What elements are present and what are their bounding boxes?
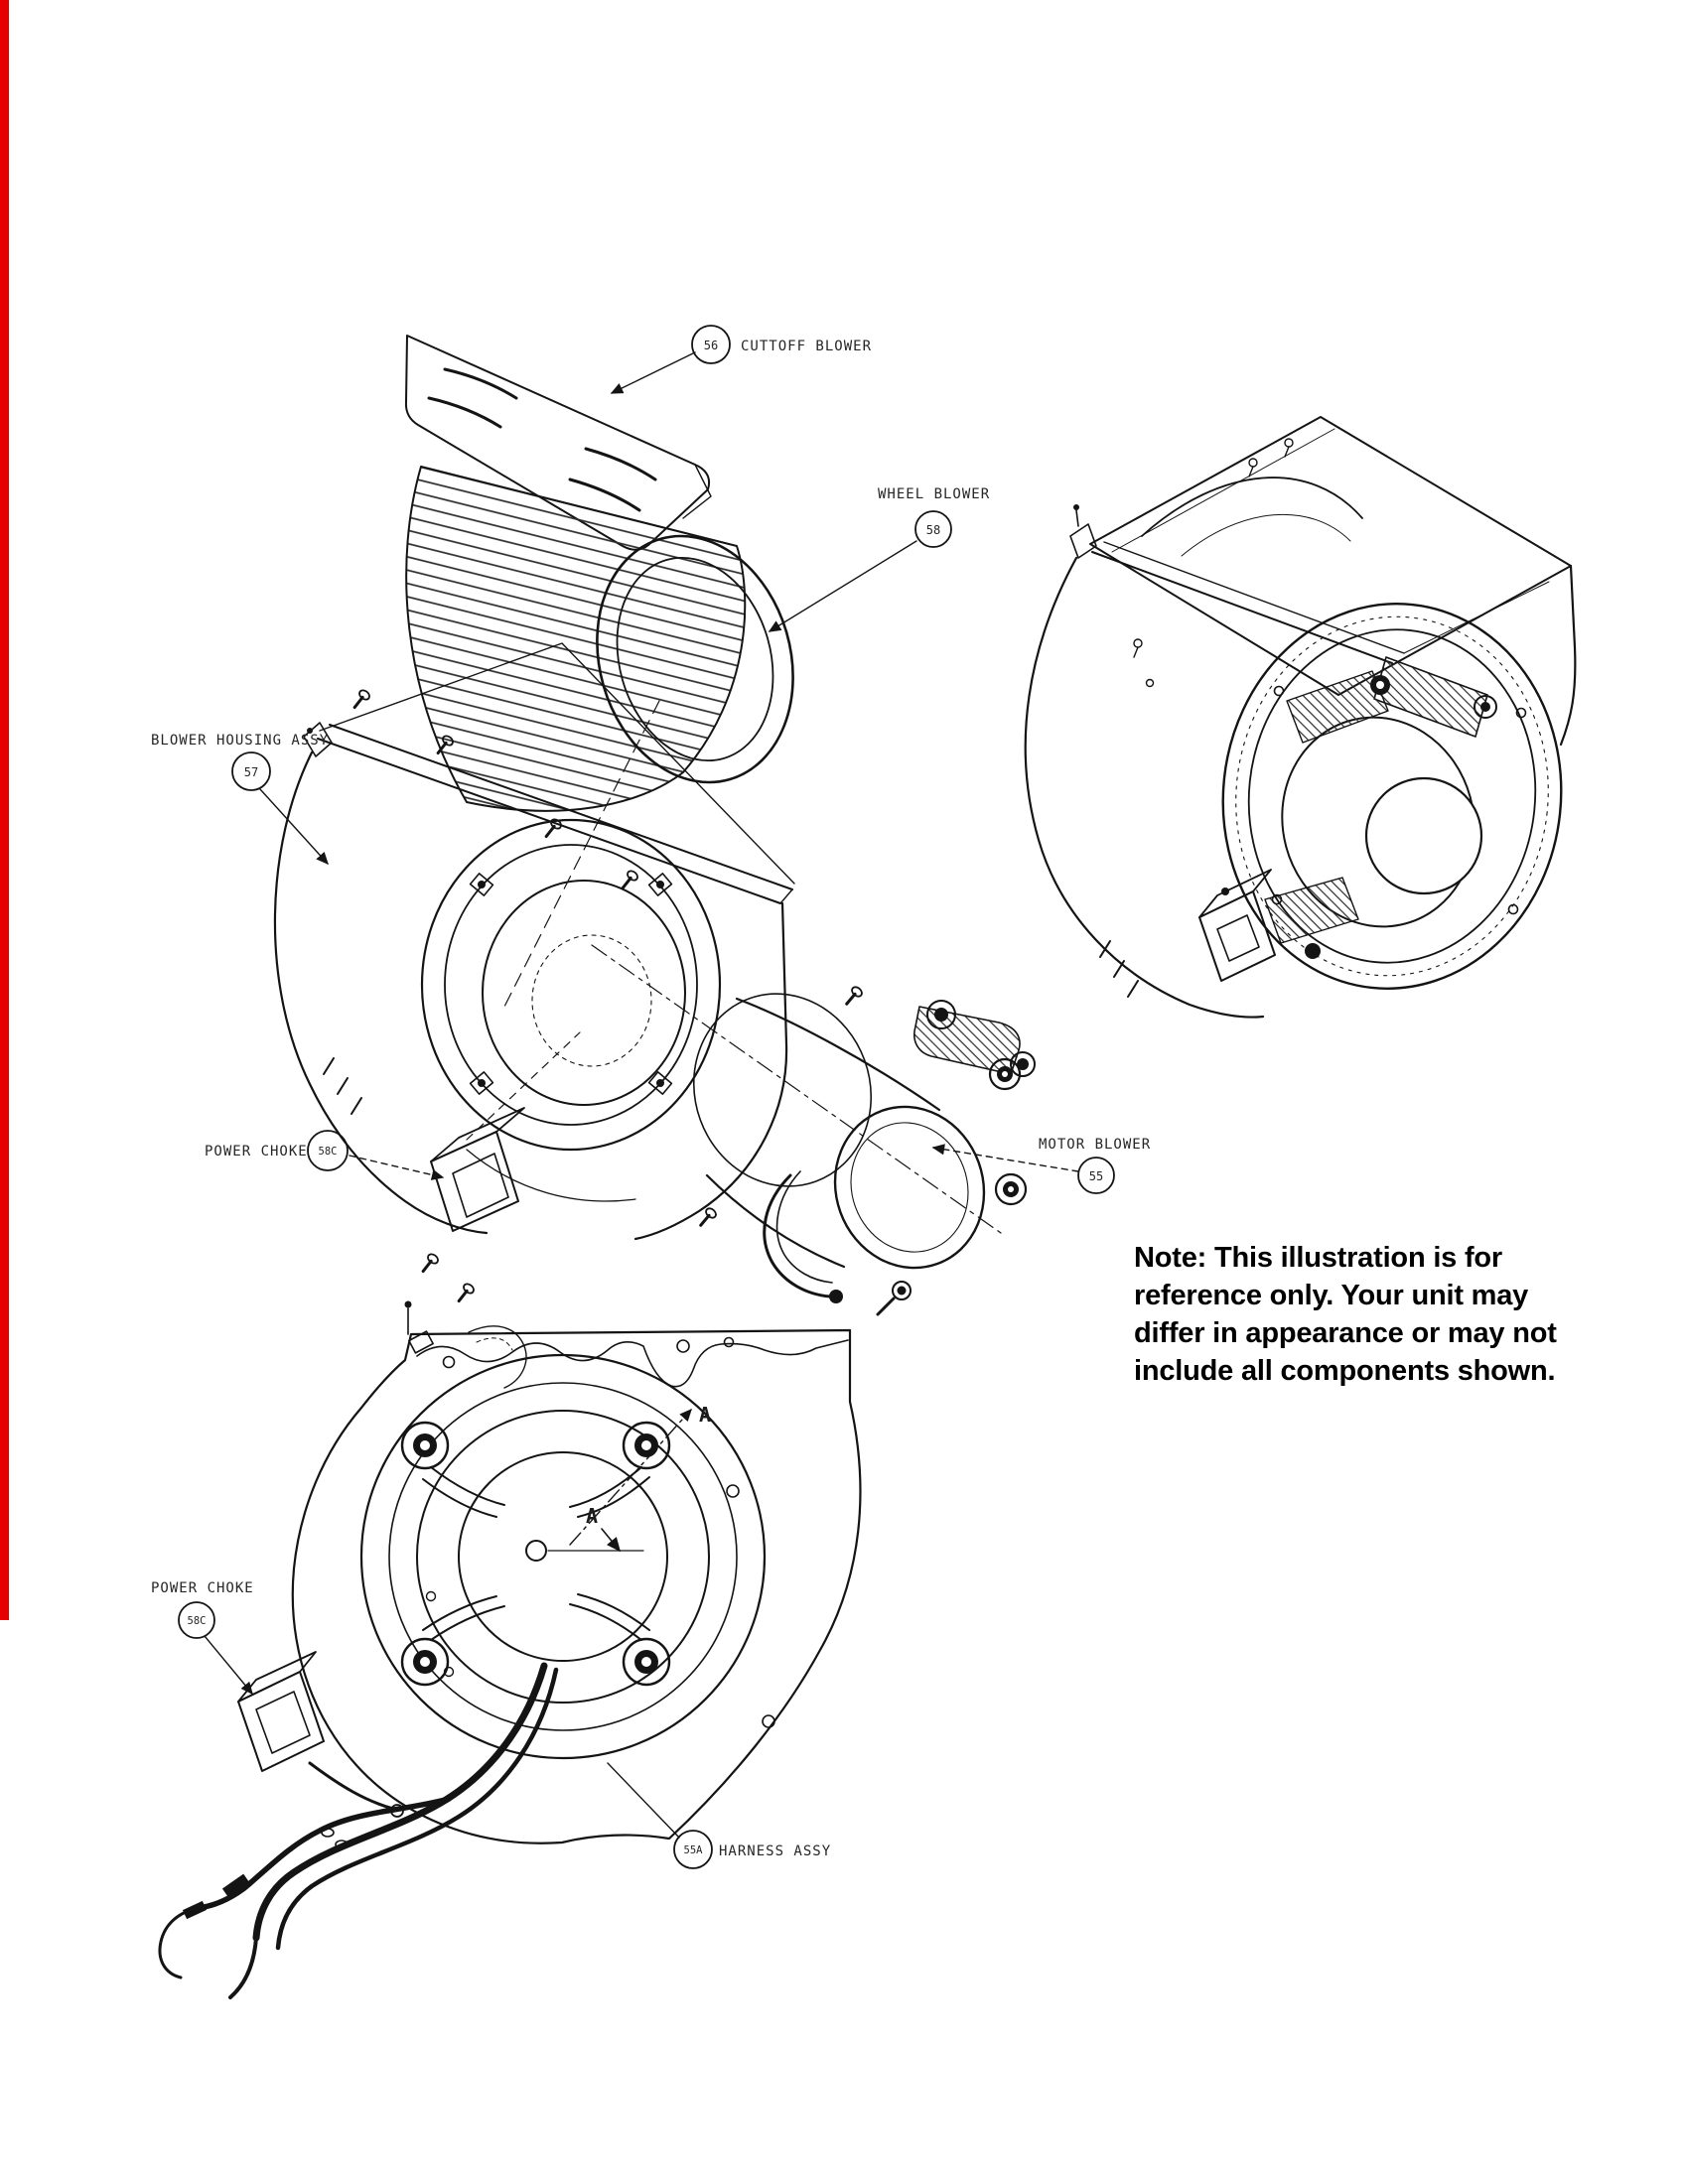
motor-screws: [697, 985, 911, 1314]
blower-wheel-drum: [406, 467, 821, 811]
callout-label: BLOWER HOUSING ASSY: [151, 733, 330, 749]
callout-number: 58C: [318, 1146, 338, 1158]
power-choke-exploded: [419, 1032, 580, 1304]
callout-label: MOTOR BLOWER: [1039, 1137, 1152, 1153]
callout-cutoff-blower: [612, 326, 872, 393]
break-line: [417, 1340, 848, 1387]
note-line: differ in appearance or may not: [1134, 1317, 1557, 1349]
hub: [526, 1541, 546, 1561]
callout-harness-assy: [608, 1763, 831, 1868]
housing-ring-tabs: [471, 874, 672, 1094]
scan-edge-strip: [0, 0, 9, 1620]
callout-label: POWER CHOKE: [205, 1144, 308, 1160]
motor-top-bracket: [914, 1007, 1020, 1074]
housing-front-view: [160, 1301, 860, 1998]
reference-note: [1134, 1239, 1630, 1390]
callout-number: 55A: [683, 1844, 703, 1856]
callout-power-choke-bottom: [151, 1580, 254, 1694]
note-line: reference only. Your unit may: [1134, 1280, 1529, 1311]
section-marker-a-upper: A: [698, 1403, 712, 1427]
harness-wires: [160, 1666, 556, 1997]
callout-number: 55: [1088, 1169, 1104, 1183]
note-line: include all components shown.: [1134, 1355, 1556, 1387]
power-choke-bottom-box: [238, 1652, 324, 1771]
motor-mount-strap: [765, 1175, 830, 1297]
callout-number: 57: [243, 765, 259, 779]
assembled-vent-marks: [1100, 941, 1138, 997]
callout-number: 58: [925, 523, 941, 537]
motor-end-cap: [1366, 778, 1481, 893]
section-marker-a-lower: A: [585, 1504, 599, 1528]
motor-grommets: [990, 1059, 1026, 1204]
callout-number: 56: [703, 339, 719, 352]
housing-vent-marks: [324, 1058, 361, 1114]
callout-number: 58C: [187, 1615, 207, 1627]
callout-wheel-blower: [770, 486, 990, 631]
top-left-fittings: [405, 1301, 526, 1389]
blower-motor: [592, 945, 1035, 1314]
callout-blower-housing: [151, 733, 329, 864]
callout-label: HARNESS ASSY: [719, 1843, 832, 1859]
note-line: Note: This illustration is for: [1134, 1242, 1503, 1274]
mount-grommets: [402, 1423, 669, 1685]
callout-label: CUTTOFF BLOWER: [741, 339, 873, 354]
exploded-view: [275, 336, 1035, 1314]
callout-label: POWER CHOKE: [151, 1580, 254, 1596]
callout-motor-blower: [933, 1137, 1151, 1193]
callout-power-choke-exploded: [205, 1131, 443, 1177]
callout-label: WHEEL BLOWER: [878, 486, 991, 502]
assembled-blower-unit: [1026, 417, 1581, 1018]
